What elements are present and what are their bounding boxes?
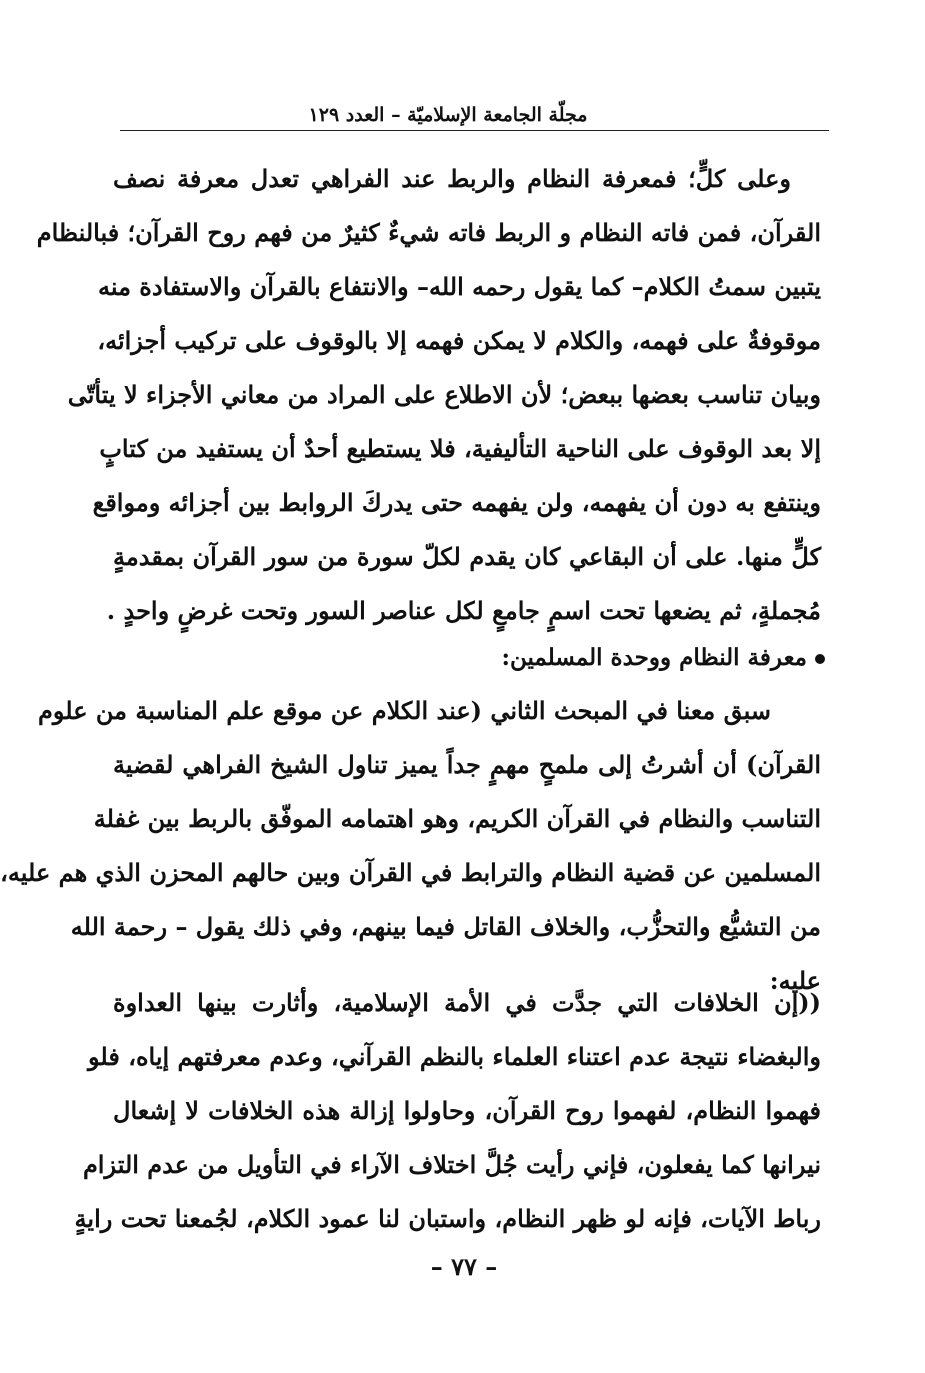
section-heading-text: معرفة النظام ووحدة المسلمين:: [501, 644, 807, 671]
text-line: إلا بعد الوقوف على الناحية التأليفية، فلا يستطيع أحدٌ أن يستفيد من كتابٍ: [99, 434, 821, 463]
text-line: وينتفع به دون أن يفهمه، ولن يفهمه حتى يدركَ الروابط بين أجزائه ومواقع: [92, 488, 821, 517]
text-line: سبق معنا في المبحث الثاني (عند الكلام عن موقع علم المناسبة من علوم: [37, 696, 771, 725]
quotation-paragraph: [74, 976, 821, 1246]
text-line: موقوفةٌ على فهمه، والكلام لا يمكن فهمه إلا بالوقوف على تركيب أجزائه،: [97, 326, 821, 355]
text-line: وبيان تناسب بعضها ببعض؛ لأن الاطلاع على المراد من معاني الأجزاء لا يتأتّى: [67, 380, 821, 409]
text-line: التناسب والنظام في القرآن الكريم، وهو اهتمامه الموفّق بالربط بين غفلة: [93, 804, 821, 833]
text-line: عليه:: [769, 966, 821, 995]
running-header: مجلّة الجامعة الإسلاميّة – العدد ١٢٩: [308, 104, 588, 126]
bullet-icon: [815, 654, 825, 664]
text-line: من التشيُّع والتحزُّب، والخلاف القاتل فيما بينهم، وفي ذلك يقول – رحمة الله: [70, 912, 821, 941]
page-number: – ٧٧ –: [430, 1252, 498, 1281]
text-line: فهموا النظام، لفهموا روح القرآن، وحاولوا إزالة هذه الخلافات لا إشعال: [113, 1096, 821, 1125]
text-line: رباط الآيات، فإنه لو ظهر النظام، واستبان لنا عمود الكلام، لجُمعنا تحت رايةٍ: [74, 1204, 821, 1233]
paragraph-1: [36, 152, 821, 638]
text-line: والبغضاء نتيجة عدم اعتناء العلماء بالنظم القرآني، وعدم معرفتهم إياه، فلو: [88, 1042, 821, 1071]
text-line: وعلى كلٍّ؛ فمعرفة النظام والربط عند الفراهي تعدل معرفة نصف: [113, 164, 791, 193]
text-line: يتبين سمتُ الكلام– كما يقول رحمه الله– والانتفاع بالقرآن والاستفادة منه: [97, 272, 821, 301]
header-rule: [120, 130, 829, 131]
text-line: القرآن، فمن فاته النظام و الربط فاته شيءٌ كثيرٌ من فهم روح القرآن؛ فبالنظام: [36, 218, 821, 247]
text-line: مُجملةٍ، ثم يضعها تحت اسمٍ جامعٍ لكل عناصر السور وتحت غرضٍ واحدٍ .: [106, 596, 821, 625]
paragraph-2: [0, 684, 821, 1008]
text-line: كلٍّ منها. على أن البقاعي كان يقدم لكلّ سورة من سور القرآن بمقدمةٍ: [113, 542, 821, 571]
text-line: نيرانها كما يفعلون، فإني رأيت جُلَّ اختلاف الآراء في التأويل من عدم التزام: [82, 1150, 821, 1179]
text-line: المسلمين عن قضية النظام والترابط في القرآن وبين حالهم المحزن الذي هم عليه،: [0, 858, 821, 887]
text-line: القرآن) أن أشرتُ إلى ملمحٍ مهمٍ جداً يميز تناول الشيخ الفراهي لقضية: [113, 750, 821, 779]
text-line: ((إن الخلافات التي جدَّت في الأمة الإسلامية، وأثارت بينها العداوة: [113, 988, 821, 1017]
section-heading: [125, 636, 825, 680]
